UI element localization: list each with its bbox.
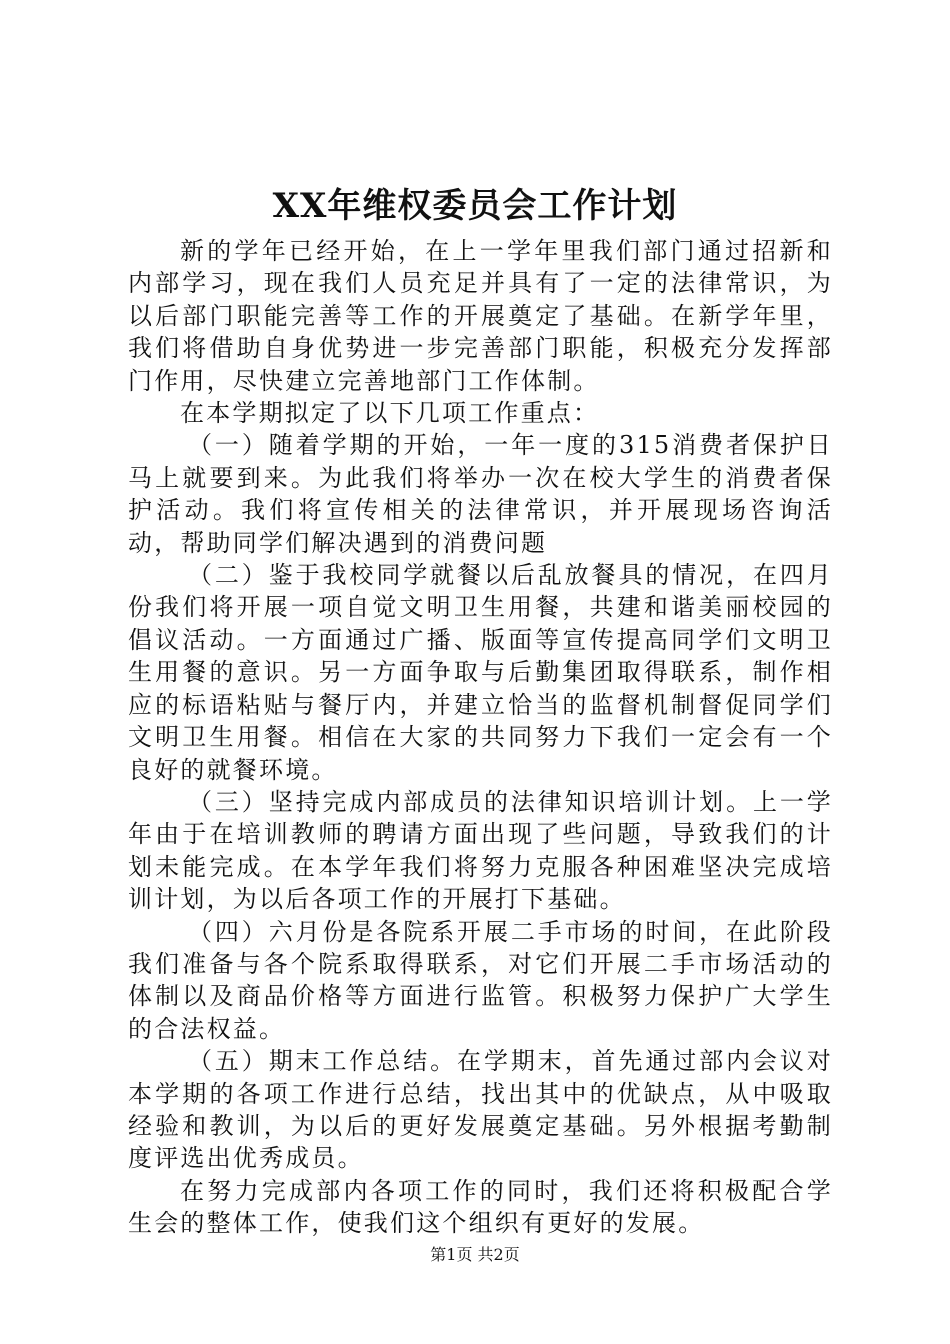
paragraph-item-5: （五）期末工作总结。在学期末，首先通过部内会议对本学期的各项工作进行总结，找出其中的优缺点，从中吸取经验和教训，为以后的更好发展奠定基础。另外根据考勤制度评选出优秀成员。 xyxy=(128,1047,833,1173)
document-body xyxy=(128,235,833,1240)
document-title: XX年维权委员会工作计划 xyxy=(272,186,678,226)
paragraph-item-4: （四）六月份是各院系开展二手市场的时间，在此阶段我们准备与各个院系取得联系，对它们开展二手市场活动的体制以及商品价格等方面进行监管。积极努力保护广大学生的合法权益。 xyxy=(128,917,833,1043)
paragraph-key-points: 在本学期拟定了以下几项工作重点： xyxy=(180,399,600,428)
paragraph-item-2: （二）鉴于我校同学就餐以后乱放餐具的情况，在四月份我们将开展一项自觉文明卫生用餐，共建和谐美丽校园的倡议活动。一方面通过广播、版面等宣传提高同学们文明卫生用餐的意识。另一方面争取与后勤集团取得联系，制作相应的标语粘贴与餐厅内，并建立恰当的监督机制督促同学们文明卫生用餐。相信在大家的共同努力下我们一定会有一个良好的就餐环境。 xyxy=(128,561,833,784)
paragraph-closing: 在努力完成部内各项工作的同时，我们还将积极配合学生会的整体工作，使我们这个组织有更好的发展。 xyxy=(128,1176,833,1238)
paragraph-item-1: （一）随着学期的开始，一年一度的315消费者保护日马上就要到来。为此我们将举办一次在校大学生的消费者保护活动。我们将宣传相关的法律常识，并开展现场咨询活动，帮助同学们解决遇到的消费问题 xyxy=(128,431,833,557)
page-footer: 第1页 共2页 xyxy=(430,1245,520,1264)
paragraph-item-3: （三）坚持完成内部成员的法律知识培训计划。上一学年由于在培训教师的聘请方面出现了些问题，导致我们的计划未能完成。在本学年我们将努力克服各种困难坚决完成培训计划，为以后各项工作的开展打下基础。 xyxy=(128,787,833,914)
paragraph-intro: 新的学年已经开始，在上一学年里我们部门通过招新和内部学习，现在我们人员充足并具有了一定的法律常识，为以后部门职能完善等工作的开展奠定了基础。在新学年里，我们将借助自身优势进一步完善部门职能，积极充分发挥部门作用，尽快建立完善地部门工作体制。 xyxy=(128,237,833,395)
